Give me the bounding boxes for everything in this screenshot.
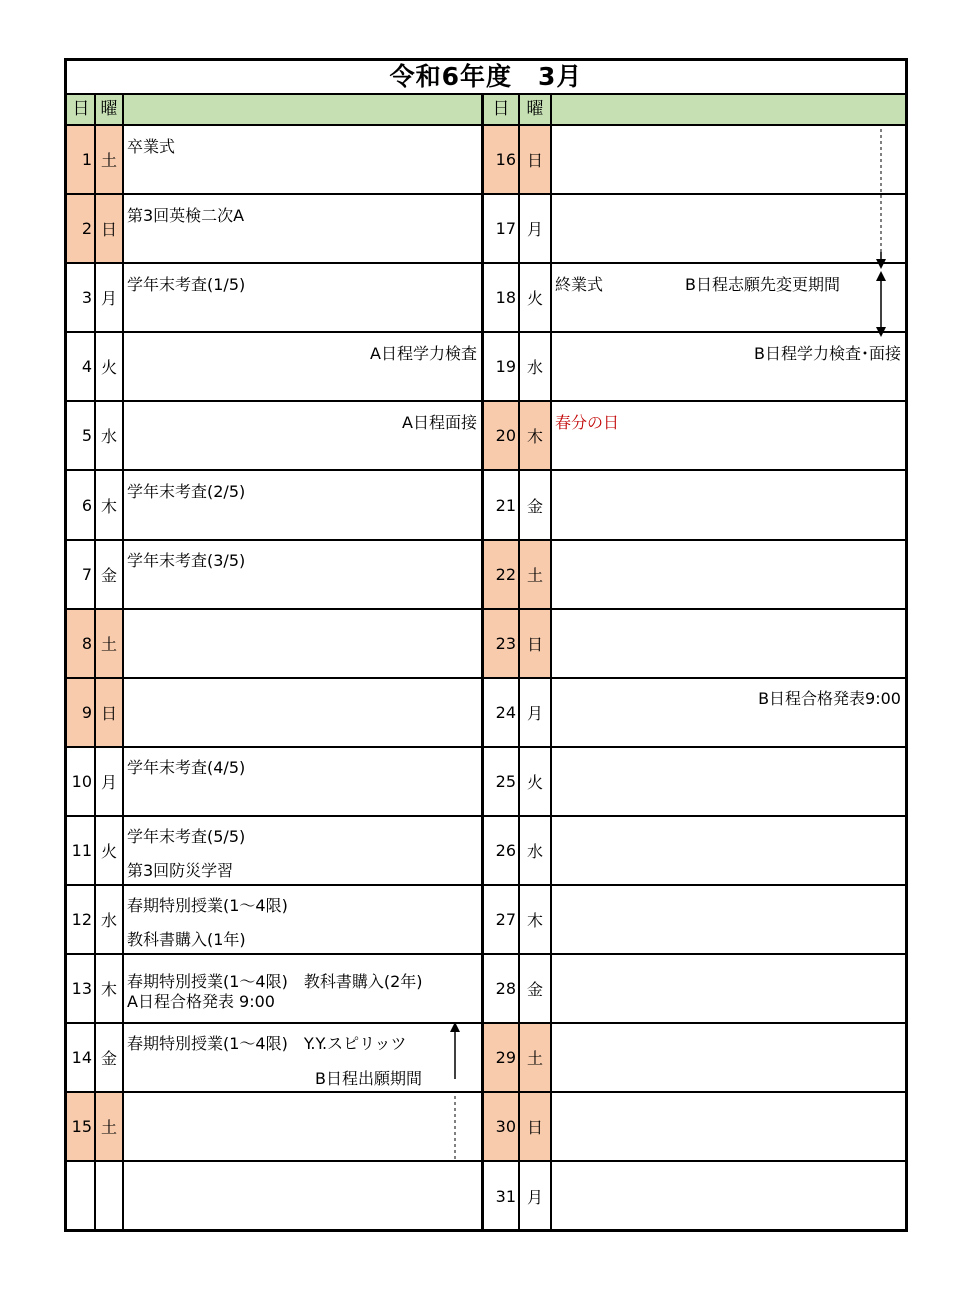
left-day-cell: 14 bbox=[67, 1024, 95, 1093]
left-dow-cell: 火 bbox=[95, 817, 123, 886]
event-5: A日程面接 bbox=[402, 413, 477, 432]
right-event-cell bbox=[551, 1093, 905, 1162]
event-19: B日程学力検査･面接 bbox=[754, 344, 901, 363]
right-day-cell: 24 bbox=[483, 679, 519, 748]
left-dow-cell: 土 bbox=[95, 610, 123, 679]
right-event-cell bbox=[551, 541, 905, 610]
right-dow-cell: 火 bbox=[519, 264, 551, 333]
event-12b: 教科書購入(1年) bbox=[127, 930, 246, 949]
grid-line bbox=[518, 95, 520, 1229]
left-dow-cell: 金 bbox=[95, 1024, 123, 1093]
left-event-cell bbox=[123, 1093, 482, 1162]
left-day-cell: 6 bbox=[67, 472, 95, 541]
left-day-cell: 7 bbox=[67, 541, 95, 610]
event-3: 学年末考査(1/5) bbox=[127, 275, 246, 294]
left-dow-cell: 金 bbox=[95, 541, 123, 610]
left-dow-cell: 日 bbox=[95, 195, 123, 264]
right-day-cell: 23 bbox=[483, 610, 519, 679]
event-7: 学年末考査(3/5) bbox=[127, 551, 246, 570]
left-day-cell: 2 bbox=[67, 195, 95, 264]
event-20-holiday: 春分の日 bbox=[555, 413, 620, 432]
left-day-cell: 9 bbox=[67, 679, 95, 748]
grid-line bbox=[550, 95, 552, 1229]
right-day-cell: 31 bbox=[483, 1163, 519, 1232]
grid-line bbox=[481, 95, 484, 1229]
header-dow-right: 曜 bbox=[519, 95, 551, 126]
event-13b: A日程合格発表 9:00 bbox=[127, 992, 275, 1011]
event-24: B日程合格発表9:00 bbox=[758, 689, 901, 708]
left-dow-cell: 水 bbox=[95, 402, 123, 471]
right-day-cell: 18 bbox=[483, 264, 519, 333]
event-4: A日程学力検査 bbox=[370, 344, 477, 363]
right-event-cell bbox=[551, 126, 905, 195]
event-14b: B日程出願期間 bbox=[315, 1069, 422, 1088]
right-day-cell: 19 bbox=[483, 333, 519, 402]
left-dow-cell: 土 bbox=[95, 1093, 123, 1162]
right-day-cell: 25 bbox=[483, 748, 519, 817]
header-event-left bbox=[123, 95, 483, 126]
event-1: 卒業式 bbox=[127, 137, 176, 156]
event-18a: 終業式 bbox=[555, 275, 604, 294]
header-day-left: 日 bbox=[67, 95, 95, 126]
right-day-cell: 21 bbox=[483, 472, 519, 541]
right-event-cell bbox=[551, 886, 905, 955]
event-6: 学年末考査(2/5) bbox=[127, 482, 246, 501]
right-event-cell bbox=[551, 955, 905, 1024]
header-day-right: 日 bbox=[483, 95, 519, 126]
right-day-cell: 30 bbox=[483, 1093, 519, 1162]
arrow-b-schedule-application bbox=[447, 1021, 463, 1166]
left-event-cell bbox=[123, 610, 482, 679]
grid-line bbox=[122, 95, 124, 1229]
right-day-cell: 26 bbox=[483, 817, 519, 886]
event-13a: 春期特別授業(1～4限) 教科書購入(2年) bbox=[127, 972, 423, 991]
right-day-cell: 28 bbox=[483, 955, 519, 1024]
left-dow-cell: 水 bbox=[95, 886, 123, 955]
calendar-title: 令和6年度 3月 bbox=[67, 61, 905, 95]
arrow-b-schedule-change-period bbox=[873, 127, 889, 337]
left-event-cell bbox=[123, 126, 482, 195]
right-dow-cell: 土 bbox=[519, 541, 551, 610]
right-dow-cell: 日 bbox=[519, 1093, 551, 1162]
left-dow-cell: 月 bbox=[95, 264, 123, 333]
left-dow-cell bbox=[95, 1163, 123, 1232]
event-11b: 第3回防災学習 bbox=[127, 861, 234, 880]
right-dow-cell: 火 bbox=[519, 748, 551, 817]
right-day-cell: 17 bbox=[483, 195, 519, 264]
left-dow-cell: 木 bbox=[95, 472, 123, 541]
right-dow-cell: 月 bbox=[519, 679, 551, 748]
right-event-cell bbox=[551, 817, 905, 886]
left-dow-cell: 火 bbox=[95, 333, 123, 402]
left-day-cell: 1 bbox=[67, 126, 95, 195]
event-11a: 学年末考査(5/5) bbox=[127, 827, 246, 846]
right-day-cell: 22 bbox=[483, 541, 519, 610]
event-18b: B日程志願先変更期間 bbox=[685, 275, 840, 294]
left-day-cell: 8 bbox=[67, 610, 95, 679]
calendar-table bbox=[64, 58, 908, 1232]
left-day-cell bbox=[67, 1163, 95, 1232]
event-12a: 春期特別授業(1～4限) bbox=[127, 896, 288, 915]
right-event-cell bbox=[551, 195, 905, 264]
right-dow-cell: 水 bbox=[519, 817, 551, 886]
right-dow-cell: 木 bbox=[519, 886, 551, 955]
right-dow-cell: 金 bbox=[519, 955, 551, 1024]
header-dow-left: 曜 bbox=[95, 95, 123, 126]
left-event-cell bbox=[123, 679, 482, 748]
right-event-cell bbox=[551, 1024, 905, 1093]
right-dow-cell: 木 bbox=[519, 402, 551, 471]
right-dow-cell: 月 bbox=[519, 1163, 551, 1232]
left-day-cell: 5 bbox=[67, 402, 95, 471]
right-day-cell: 16 bbox=[483, 126, 519, 195]
event-10: 学年末考査(4/5) bbox=[127, 758, 246, 777]
event-14a: 春期特別授業(1～4限) Y.Y.スピリッツ bbox=[127, 1034, 407, 1053]
right-event-cell bbox=[551, 610, 905, 679]
right-dow-cell: 日 bbox=[519, 126, 551, 195]
right-day-cell: 27 bbox=[483, 886, 519, 955]
right-dow-cell: 月 bbox=[519, 195, 551, 264]
header-event-right bbox=[551, 95, 905, 126]
right-dow-cell: 土 bbox=[519, 1024, 551, 1093]
left-day-cell: 3 bbox=[67, 264, 95, 333]
left-day-cell: 10 bbox=[67, 748, 95, 817]
right-event-cell bbox=[551, 472, 905, 541]
right-dow-cell: 金 bbox=[519, 472, 551, 541]
right-day-cell: 20 bbox=[483, 402, 519, 471]
left-day-cell: 15 bbox=[67, 1093, 95, 1162]
left-dow-cell: 木 bbox=[95, 955, 123, 1024]
left-event-cell bbox=[123, 1163, 482, 1232]
left-dow-cell: 土 bbox=[95, 126, 123, 195]
left-day-cell: 11 bbox=[67, 817, 95, 886]
grid-line bbox=[94, 95, 96, 1229]
left-day-cell: 13 bbox=[67, 955, 95, 1024]
right-dow-cell: 日 bbox=[519, 610, 551, 679]
left-dow-cell: 日 bbox=[95, 679, 123, 748]
left-day-cell: 12 bbox=[67, 886, 95, 955]
right-event-cell bbox=[551, 1163, 905, 1232]
left-dow-cell: 月 bbox=[95, 748, 123, 817]
right-event-cell bbox=[551, 748, 905, 817]
left-day-cell: 4 bbox=[67, 333, 95, 402]
right-day-cell: 29 bbox=[483, 1024, 519, 1093]
right-dow-cell: 水 bbox=[519, 333, 551, 402]
event-2: 第3回英検二次A bbox=[127, 206, 245, 225]
